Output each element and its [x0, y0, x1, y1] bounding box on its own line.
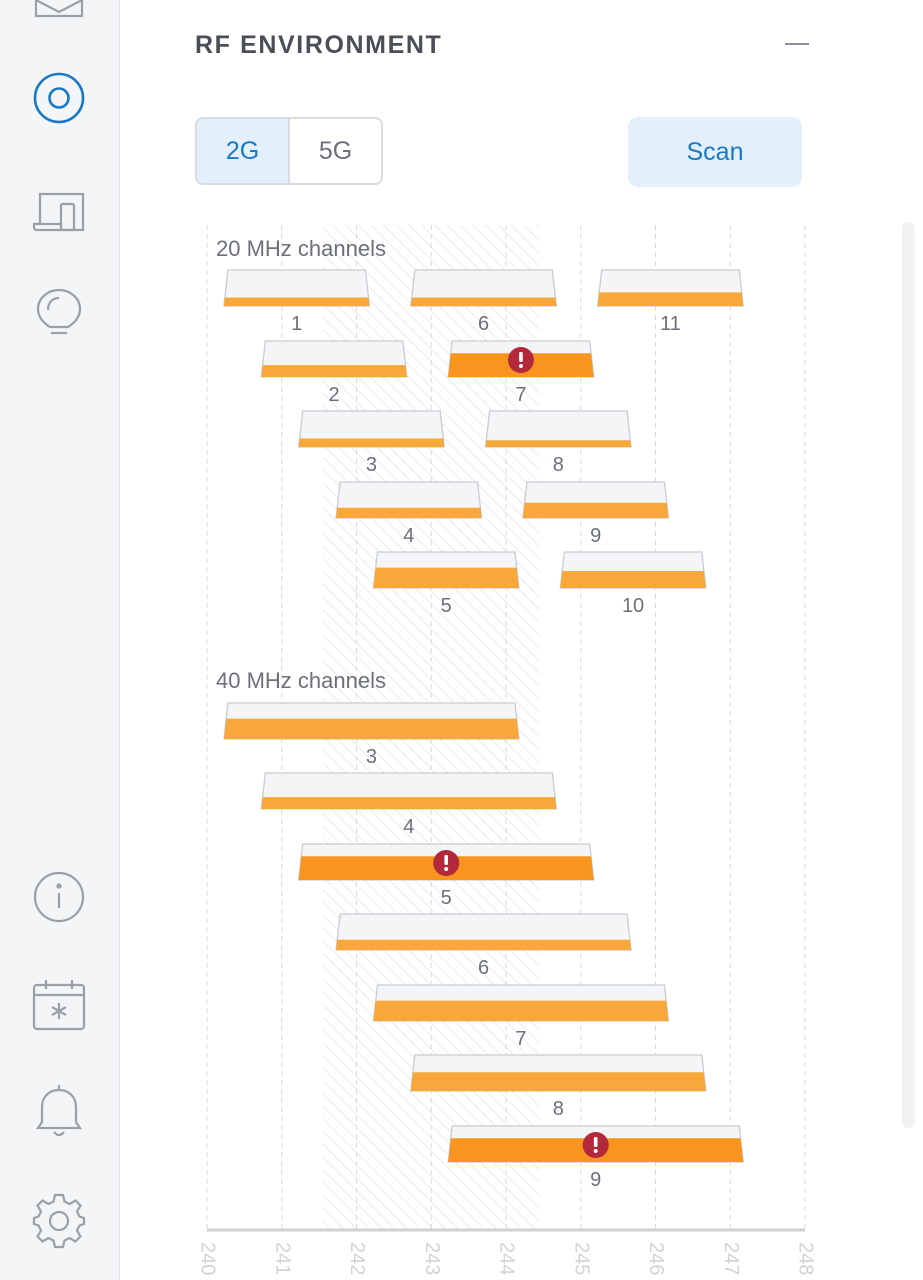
utilization-fill: [224, 719, 519, 739]
settings-icon[interactable]: [28, 1189, 90, 1251]
x-tick-label: 242: [346, 1242, 369, 1276]
utilization-fill: [224, 298, 370, 307]
channel-label: 6: [478, 313, 490, 335]
utilization-fill: [523, 503, 669, 518]
band-5g-button[interactable]: 5G: [288, 119, 381, 183]
channel-label: 7: [515, 1028, 527, 1050]
utilization-fill: [560, 571, 706, 588]
warning-icon: [583, 1132, 609, 1158]
channel-label: 4: [403, 525, 415, 547]
utilization-fill: [411, 1072, 706, 1091]
chart-group-title: 40 MHz channels: [216, 668, 386, 693]
channel-label: 9: [590, 525, 602, 547]
insights-icon[interactable]: [28, 282, 90, 344]
x-tick-label: 247: [719, 1242, 742, 1276]
x-tick-label: 244: [495, 1242, 518, 1276]
utilization-fill: [373, 568, 519, 588]
channel-label: 6: [478, 957, 490, 979]
info-icon[interactable]: [28, 866, 90, 928]
utilization-fill: [486, 440, 632, 447]
scrollbar[interactable]: [902, 222, 915, 1128]
channel-label: 5: [440, 595, 452, 617]
channel-label: 7: [515, 384, 527, 406]
channel-bar[interactable]: [523, 482, 669, 547]
warning-icon: [433, 850, 459, 876]
utilization-fill: [261, 797, 556, 809]
utilization-fill: [411, 298, 557, 307]
channel-label: 5: [440, 887, 452, 909]
alerts-icon[interactable]: [28, 1080, 90, 1142]
sidebar: [0, 0, 120, 1280]
x-tick-label: 248: [794, 1242, 817, 1276]
radio-icon[interactable]: [28, 67, 90, 129]
channel-label: 3: [365, 746, 378, 768]
rf-channel-chart: [120, 0, 820, 1280]
utilization-fill: [598, 292, 744, 306]
page-title: RF ENVIRONMENT: [195, 31, 443, 59]
channel-label: 2: [328, 384, 340, 406]
x-tick-label: 246: [645, 1242, 668, 1276]
x-tick-label: 240: [196, 1242, 219, 1276]
channel-label: 9: [590, 1169, 602, 1191]
channel-label: 8: [552, 454, 564, 476]
channel-bar[interactable]: [598, 270, 744, 335]
rf-environment-panel: [120, 0, 923, 1280]
channel-label: 10: [621, 595, 645, 617]
utilization-fill: [261, 365, 407, 377]
devices-icon[interactable]: [28, 180, 90, 242]
x-tick-label: 241: [271, 1242, 294, 1276]
x-tick-label: 245: [570, 1242, 593, 1276]
channel-label: 4: [403, 816, 415, 838]
utilization-fill: [336, 940, 631, 950]
channel-label: 3: [365, 454, 378, 476]
chart-group-title: 20 MHz channels: [216, 236, 386, 261]
messages-icon[interactable]: [28, 0, 90, 38]
scan-button[interactable]: Scan: [628, 117, 802, 187]
channel-label: 11: [660, 313, 681, 335]
utilization-fill: [299, 439, 445, 448]
utilization-fill: [373, 1001, 668, 1021]
band-2g-button[interactable]: 2G: [197, 119, 288, 183]
x-tick-label: 243: [420, 1242, 443, 1276]
warning-icon: [508, 347, 534, 373]
channel-bar[interactable]: [560, 552, 706, 617]
channel-label: 1: [291, 313, 303, 335]
channel-label: 8: [552, 1098, 564, 1120]
utilization-fill: [336, 508, 482, 518]
events-icon[interactable]: [28, 975, 90, 1037]
